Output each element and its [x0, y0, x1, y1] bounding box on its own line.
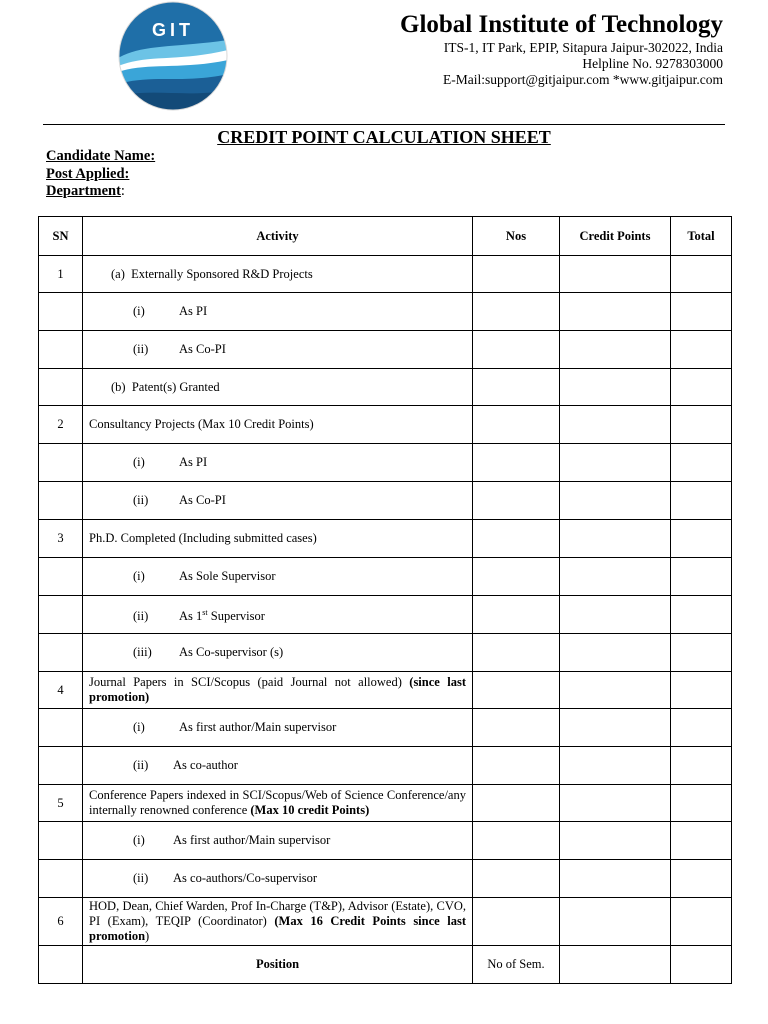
activity-text: As co-authors/Co-supervisor [173, 871, 318, 885]
sn-cell: 2 [39, 406, 83, 444]
sn-cell [39, 293, 83, 331]
credit-points-cell[interactable] [560, 747, 671, 785]
activity-text: HOD, Dean, Chief Warden, Prof In-Charge (T&P), Advisor (Estate), CVO, PI (Exam), TEQIP (Coordinator) [89, 899, 466, 928]
table-row [39, 860, 732, 898]
item-number: (i) [133, 304, 145, 318]
sn-cell [39, 369, 83, 406]
header-divider [43, 124, 725, 125]
activity-text: Conference Papers indexed in SCI/Scopus/Web of Science Conference/any internally renowned conference [89, 788, 466, 817]
activity-text: As Co-PI [179, 493, 226, 507]
table-row [39, 822, 732, 860]
sn-cell: 6 [39, 898, 83, 946]
total-cell[interactable] [671, 558, 732, 596]
total-cell[interactable] [671, 672, 732, 709]
activity-text-pre: As 1 [179, 609, 203, 624]
credit-points-cell[interactable] [560, 520, 671, 558]
item-number: (ii) [133, 871, 149, 885]
activity-cell [83, 558, 473, 596]
table-row [39, 293, 732, 331]
total-cell[interactable] [671, 256, 732, 293]
nos-cell[interactable] [473, 558, 560, 596]
credit-points-cell[interactable] [560, 898, 671, 946]
credit-points-cell[interactable] [560, 860, 671, 898]
activity-cell [83, 256, 473, 293]
credit-points-cell[interactable] [560, 946, 671, 984]
item-number: (ii) [133, 758, 149, 772]
activity-text: Patent(s) Granted [131, 379, 220, 394]
nos-cell[interactable] [473, 482, 560, 520]
nos-cell[interactable] [473, 747, 560, 785]
department-colon: : [120, 183, 125, 199]
activity-cell: Consultancy Projects (Max 10 Credit Points) [83, 406, 473, 444]
total-cell[interactable] [671, 822, 732, 860]
table-row [39, 785, 732, 822]
sn-cell [39, 444, 83, 482]
activity-cell [83, 369, 473, 406]
nos-cell[interactable] [473, 596, 560, 634]
total-cell[interactable] [671, 482, 732, 520]
activity-cell [83, 860, 473, 898]
department-label: Department [46, 183, 121, 199]
total-cell[interactable] [671, 785, 732, 822]
nos-cell[interactable] [473, 672, 560, 709]
table-row [39, 369, 732, 406]
department-row [46, 183, 155, 201]
nos-cell[interactable] [473, 822, 560, 860]
sn-cell [39, 634, 83, 672]
credit-point-table [38, 216, 732, 984]
item-number: (i) [133, 455, 145, 469]
total-cell[interactable] [671, 369, 732, 406]
total-cell[interactable] [671, 406, 732, 444]
nos-cell[interactable] [473, 293, 560, 331]
credit-points-cell[interactable] [560, 331, 671, 369]
activity-text: As PI [179, 455, 208, 469]
credit-points-cell[interactable] [560, 596, 671, 634]
item-number: (ii) [133, 342, 149, 356]
credit-points-cell[interactable] [560, 293, 671, 331]
activity-cell [83, 747, 473, 785]
credit-points-cell[interactable] [560, 406, 671, 444]
table-row [39, 596, 732, 634]
sn-cell [39, 822, 83, 860]
total-cell[interactable] [671, 520, 732, 558]
total-cell[interactable] [671, 293, 732, 331]
activity-text: As PI [179, 304, 208, 318]
total-cell[interactable] [671, 444, 732, 482]
document-title: CREDIT POINT CALCULATION SHEET [217, 127, 551, 147]
ordinal-suffix: st [202, 607, 208, 617]
activity-cell: Ph.D. Completed (Including submitted cases) [83, 520, 473, 558]
sn-cell [39, 482, 83, 520]
sn-cell [39, 946, 83, 984]
total-cell[interactable] [671, 331, 732, 369]
credit-points-cell[interactable] [560, 709, 671, 747]
table-row [39, 558, 732, 596]
nos-cell[interactable] [473, 860, 560, 898]
item-number: (b) [111, 379, 126, 394]
logo-text: GIT [152, 20, 194, 40]
institute-helpline: Helpline No. 9278303000 [582, 56, 723, 71]
activity-text: Externally Sponsored R&D Projects [131, 266, 313, 281]
item-number: (a) [111, 266, 125, 281]
table-row [39, 444, 732, 482]
table-row [39, 331, 732, 369]
header-sn: SN [39, 217, 83, 256]
institute-address: ITS-1, IT Park, EPIP, Sitapura Jaipur-302022, India [443, 40, 723, 55]
header-nos: Nos [473, 217, 560, 256]
sn-cell [39, 331, 83, 369]
activity-cell [83, 482, 473, 520]
activity-text: As first author/Main supervisor [179, 720, 337, 734]
candidate-name-label: Candidate Name: [46, 148, 156, 164]
nos-cell[interactable] [473, 331, 560, 369]
table-row [39, 672, 732, 709]
total-cell[interactable] [671, 709, 732, 747]
nos-cell[interactable] [473, 520, 560, 558]
institute-header [400, 10, 723, 88]
activity-emphasis: (Max 10 credit Points) [250, 803, 370, 817]
total-cell[interactable] [671, 860, 732, 898]
sn-cell: 4 [39, 672, 83, 709]
sn-cell: 5 [39, 785, 83, 822]
table-row [39, 709, 732, 747]
sn-cell [39, 558, 83, 596]
activity-cell [83, 898, 473, 946]
activity-text: As Sole Supervisor [179, 569, 276, 583]
item-number: (ii) [133, 493, 149, 507]
sn-cell: 3 [39, 520, 83, 558]
table-row [39, 898, 732, 946]
no-of-sem-label: No of Sem. [473, 946, 560, 984]
nos-cell[interactable] [473, 256, 560, 293]
sn-cell [39, 596, 83, 634]
activity-text-post: Supervisor [207, 609, 265, 624]
activity-emphasis: (Max 16 Credit Points since last promotion [89, 914, 466, 943]
credit-points-cell[interactable] [560, 785, 671, 822]
total-cell[interactable] [671, 634, 732, 672]
activity-emphasis: (since last promotion) [89, 675, 466, 704]
nos-cell[interactable] [473, 444, 560, 482]
nos-cell[interactable] [473, 785, 560, 822]
credit-points-cell[interactable] [560, 634, 671, 672]
credit-points-cell[interactable] [560, 482, 671, 520]
candidate-name-row [46, 148, 155, 166]
total-cell[interactable] [671, 946, 732, 984]
table-row [39, 946, 732, 984]
activity-text: As co-author [173, 758, 238, 772]
credit-points-cell[interactable] [560, 369, 671, 406]
institute-contact: E-Mail:support@gitjaipur.com *www.gitjaipur.com [442, 72, 723, 87]
header-activity: Activity [83, 217, 473, 256]
activity-cell [83, 293, 473, 331]
nos-cell[interactable] [473, 634, 560, 672]
activity-cell [83, 822, 473, 860]
credit-points-cell[interactable] [560, 672, 671, 709]
activity-text: Journal Papers in SCI/Scopus (paid Journal not allowed) [89, 675, 410, 689]
item-number: (iii) [133, 645, 152, 659]
item-number: (ii) [133, 609, 149, 624]
item-number: (i) [133, 833, 145, 847]
post-applied-label: Post Applied: [46, 165, 130, 182]
activity-text: As Co-supervisor (s) [179, 645, 284, 659]
institute-name: Global Institute of Technology [400, 11, 723, 38]
table-row [39, 406, 732, 444]
nos-cell[interactable] [473, 709, 560, 747]
total-cell[interactable] [671, 898, 732, 946]
credit-points-cell[interactable] [560, 558, 671, 596]
table-row [39, 747, 732, 785]
activity-cell [83, 709, 473, 747]
table-header-row [39, 217, 732, 256]
table-row [39, 256, 732, 293]
nos-cell[interactable] [473, 369, 560, 406]
sn-cell [39, 709, 83, 747]
table-row [39, 520, 732, 558]
activity-tail: ) [145, 929, 150, 943]
table-row [39, 482, 732, 520]
header-total: Total [671, 217, 732, 256]
activity-cell [83, 785, 473, 822]
post-applied-row [46, 166, 155, 184]
item-number: (i) [133, 720, 145, 734]
activity-cell [83, 672, 473, 709]
activity-text: As first author/Main supervisor [173, 833, 331, 847]
activity-cell [83, 596, 473, 634]
table-row [39, 634, 732, 672]
sn-cell [39, 860, 83, 898]
credit-points-cell[interactable] [560, 256, 671, 293]
candidate-info [46, 148, 155, 201]
activity-cell [83, 444, 473, 482]
total-cell[interactable] [671, 596, 732, 634]
activity-text: As Co-PI [179, 342, 226, 356]
credit-points-cell[interactable] [560, 822, 671, 860]
activity-cell [83, 634, 473, 672]
nos-cell[interactable] [473, 406, 560, 444]
sn-cell [39, 747, 83, 785]
position-label: Position [83, 946, 473, 984]
item-number: (i) [133, 569, 145, 583]
credit-points-cell[interactable] [560, 444, 671, 482]
institute-logo [118, 0, 228, 112]
nos-cell[interactable] [473, 898, 560, 946]
header-credit-points: Credit Points [560, 217, 671, 256]
total-cell[interactable] [671, 747, 732, 785]
sn-cell: 1 [39, 256, 83, 293]
activity-cell [83, 331, 473, 369]
